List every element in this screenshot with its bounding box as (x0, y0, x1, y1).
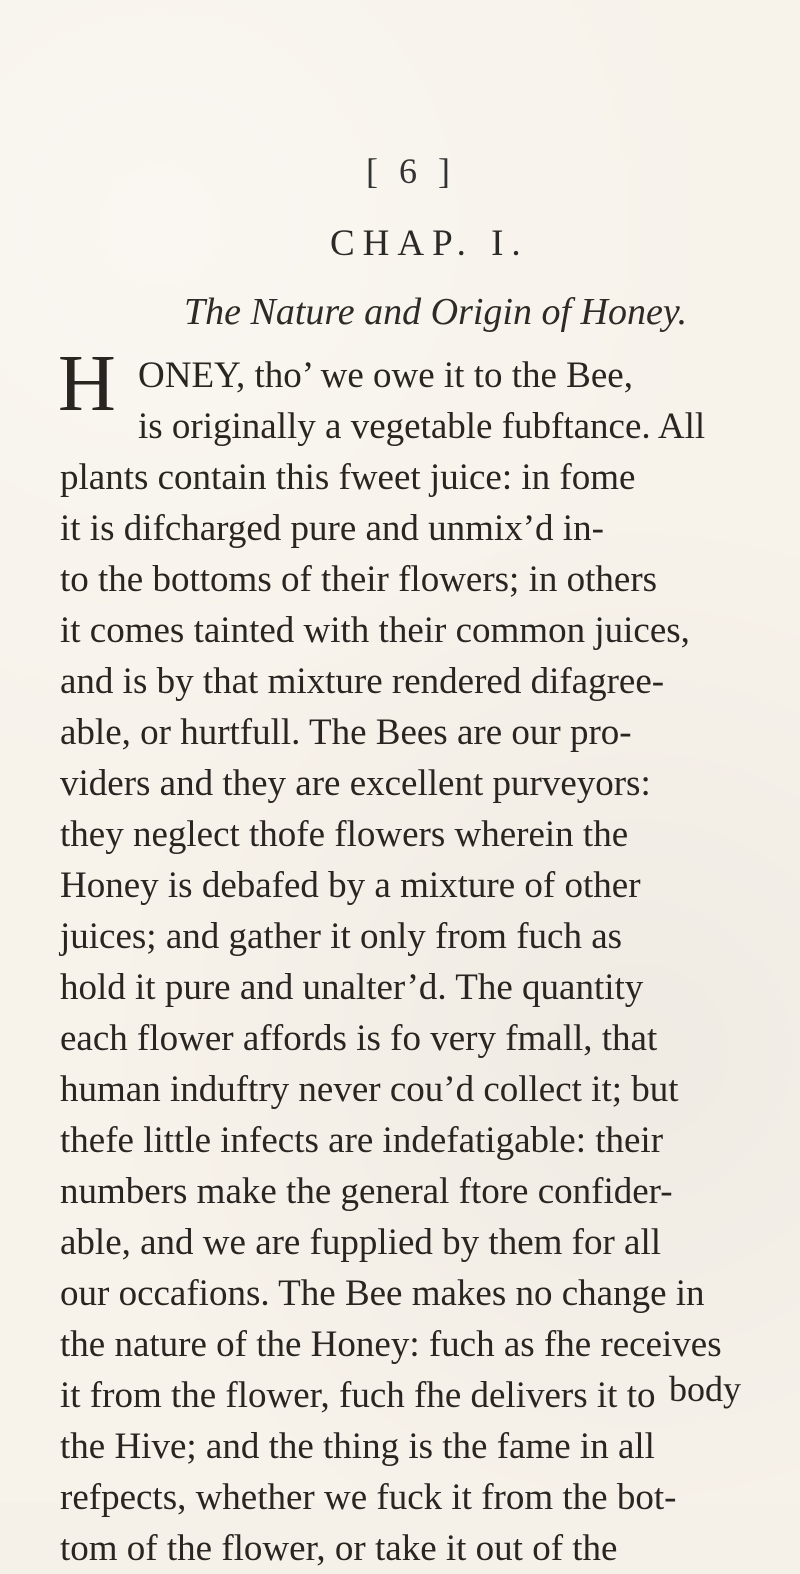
text-line-16: thefe little infects are indefatigable: their (60, 1120, 664, 1161)
text-line-23: refpects, whether we fuck it from the bot- (60, 1477, 677, 1518)
text-line-22: the Hive; and the thing is the fame in all (60, 1426, 655, 1467)
text-line-13: hold it pure and unalter’d. The quantity (60, 967, 644, 1008)
text-line-19: our occafions. The Bee makes no change in (60, 1273, 705, 1314)
text-line-7: and is by that mixture rendered difagree- (60, 661, 665, 702)
text-line-21: it from the flower, fuch fhe delivers it to (60, 1375, 656, 1416)
text-line-20: the nature of the Honey: fuch as fhe receives (60, 1324, 722, 1365)
drop-cap: H (58, 340, 116, 428)
chapter-title: The Nature and Origin of Honey. (184, 291, 688, 333)
text-line-2: is originally a vegetable fubftance. All (138, 406, 706, 447)
text-line-12: juices; and gather it only from fuch as (60, 916, 623, 957)
text-line-24: tom of the flower, or take it out of the (60, 1528, 618, 1569)
text-line-3: plants contain this fweet juice: in fome (60, 457, 636, 498)
body-text (60, 350, 750, 1574)
text-line-10: they neglect thofe flowers wherein the (60, 814, 629, 855)
text-line-9: viders and they are excellent purveyors: (60, 763, 651, 804)
page-number: [ 6 ] (366, 151, 456, 191)
text-line-15: human induftry never cou’d collect it; but (60, 1069, 679, 1110)
text-line-14: each flower affords is fo very fmall, that (60, 1018, 658, 1059)
text-line-6: it comes tainted with their common juices, (60, 610, 690, 651)
chapter-heading: CHAP. I. (330, 223, 529, 264)
text-line-5: to the bottoms of their flowers; in others (60, 559, 658, 600)
catchword: body (669, 1369, 741, 1409)
text-line-4: it is difcharged pure and unmix’d in- (60, 508, 604, 549)
text-line-18: able, and we are fupplied by them for all (60, 1222, 662, 1263)
text-line-8: able, or hurtfull. The Bees are our pro- (60, 712, 632, 753)
text-line-17: numbers make the general ftore confider- (60, 1171, 673, 1212)
text-line-1: ONEY, tho’ we owe it to the Bee, (138, 355, 633, 396)
text-line-11: Honey is debafed by a mixture of other (60, 865, 641, 906)
